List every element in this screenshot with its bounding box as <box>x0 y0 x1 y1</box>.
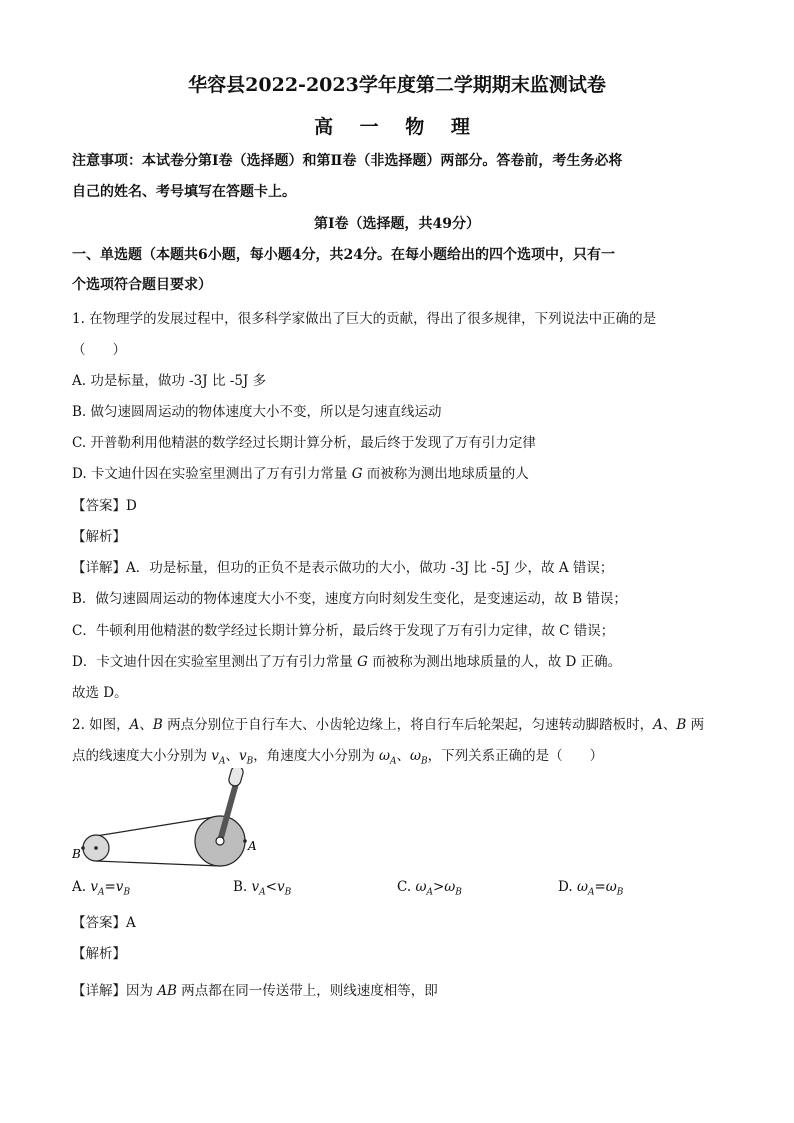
q2-option-c <box>397 879 462 898</box>
q1-detail-d-post: 而被称为测出地球质量的人，故 D 正确。 <box>367 654 622 670</box>
q2-ob-v2: v <box>276 879 285 895</box>
q2-oc-w2: ω <box>444 879 456 895</box>
q2-option-d-label: D. <box>558 879 573 895</box>
bicycle-gear-figure <box>72 768 272 868</box>
q1-detail-b: B．做匀速圆周运动的物体速度大小不变，速度方向时刻发生变化，是变速运动，故 B 错误； <box>72 591 627 607</box>
q2-detail <box>72 979 438 999</box>
q1-option-c: C. 开普勒利用他精湛的数学经过长期计算分析，最后终于发现了万有引力定律 <box>72 435 536 451</box>
q2-oc-sub: A <box>426 887 433 898</box>
q2-stem-2c: ，下列关系正确的是（ ） <box>427 748 604 764</box>
q2-sub-a: A <box>218 756 226 767</box>
large-gear-center <box>216 837 224 845</box>
q2-ob-lt: < <box>265 879 277 895</box>
pedal-handle <box>227 768 244 787</box>
q1-stem-line-2: （ ） <box>72 342 126 358</box>
q2-oc-gt: > <box>432 879 445 895</box>
q2-stem-2b: ，角速度大小分别为 <box>253 748 379 764</box>
q2-oc-w: ω <box>415 879 427 895</box>
q1-conclusion: 故选 D。 <box>72 685 128 701</box>
q1-option-b: B. 做匀速圆周运动的物体速度大小不变，所以是匀速直线运动 <box>72 404 442 420</box>
q2-sym-omega: ω <box>379 748 391 764</box>
q1-detail-c: C．牛顿利用他精湛的数学经过长期计算分析，最后终于发现了万有引力定律，故 C 错误； <box>72 623 615 639</box>
q2-ob-sub: A <box>259 887 266 898</box>
q1-detail-a <box>72 556 613 576</box>
q2-stem-sep2: 、 <box>662 717 677 733</box>
notice-line-2: 自己的姓名、考号填写在答题卡上。 <box>72 184 296 200</box>
q1-detail-d <box>72 650 621 670</box>
q2-stem-line-2 <box>72 744 603 767</box>
q2-stem-1a: 2. 如图， <box>72 717 130 733</box>
q2-oa-v2: v <box>115 879 124 895</box>
q2-stem-sep: 、 <box>139 717 153 733</box>
q2-detail-tag: 【详解】 <box>72 983 126 999</box>
belt-bottom-line <box>96 861 220 866</box>
notice-line-1: 注意事项：本试卷分第Ⅰ卷（选择题）和第Ⅱ卷（非选择题）两部分。答卷前，考生务必将 <box>72 153 623 169</box>
point-b-marker <box>81 846 85 850</box>
q2-comma2: 、 <box>396 748 411 764</box>
q2-detail-post: 两点都在同一传送带上，则线速度相等，即 <box>176 983 438 999</box>
q2-analysis: 【解析】 <box>72 946 126 962</box>
q2-stem-1b: 两点分别位于自行车大、小齿轮边缘上，将自行车后轮架起，匀速转动脚踏板时， <box>162 717 654 733</box>
point-a-marker <box>243 839 247 843</box>
q2-comma: 、 <box>225 748 239 764</box>
q2-stem-1c: 两 <box>686 717 705 733</box>
q2-sub-a2: A <box>390 756 397 767</box>
q1-detail-a-text: A．功是标量，但功的正负不是表示做功的大小，做功 -3J 比 -5J 少，故 A 错误； <box>126 560 614 576</box>
q2-ob-v: v <box>251 879 260 895</box>
small-gear-center <box>94 846 98 850</box>
part1-heading: 第Ⅰ卷（选择题，共49分） <box>313 216 481 232</box>
q2-sym-omega2: ω <box>410 748 422 764</box>
q2-od-w2: ω <box>605 879 617 895</box>
q2-sym-v2: v <box>238 748 247 764</box>
q2-oc-sub2: B <box>455 887 462 898</box>
section-heading-line-1: 一、单选题（本题共6小题，每小题4分，共24分。在每小题给出的四个选项中，只有一 <box>72 247 615 263</box>
q1-stem-line-1: 1. 在物理学的发展过程中，很多科学家做出了巨大的贡献，得出了很多规律，下列说法中正确的是 <box>72 311 657 327</box>
q2-od-sub2: B <box>616 887 624 898</box>
q1-analysis: 【解析】 <box>72 529 126 545</box>
q2-detail-ab: AB <box>157 983 177 999</box>
label-b: B <box>72 847 81 861</box>
q2-detail-pre: 因为 <box>126 983 158 999</box>
q2-sym-v: v <box>211 748 219 764</box>
q2-stem-var-a: A <box>129 717 140 733</box>
q2-sub-b2: B <box>421 756 428 767</box>
q1-option-a: A. 功是标量，做功 -3J 比 -5J 多 <box>72 373 267 389</box>
q2-od-eq: = <box>594 879 606 895</box>
q2-oa-eq: = <box>104 879 116 895</box>
q2-sub-b: B <box>246 756 254 767</box>
q2-answer: 【答案】A <box>72 915 136 931</box>
exam-title: 华容县2022-2023学年度第二学期期末监测试卷 <box>188 74 606 96</box>
q2-ob-sub2: B <box>284 887 292 898</box>
q2-stem-var-b2: B <box>676 717 687 733</box>
q1-detail-d-g: G <box>357 654 368 670</box>
q2-stem-var-a2: A <box>653 717 663 733</box>
q2-option-c-label: C. <box>397 879 412 895</box>
q2-stem-line-1 <box>72 713 704 733</box>
q2-stem-var-b: B <box>152 717 163 733</box>
q1-detail-d-pre: D．卡文迪什因在实验室里测出了万有引力常量 <box>72 654 358 670</box>
q1-answer: 【答案】D <box>72 498 137 514</box>
q2-stem-2a: 点的线速度大小分别为 <box>72 748 212 764</box>
q1-option-d-pre: D. 卡文迪什因在实验室里测出了万有引力常量 <box>72 466 352 482</box>
q2-oa-sub2: B <box>123 887 131 898</box>
q2-option-b <box>233 879 291 898</box>
q2-oa-v: v <box>90 879 98 895</box>
section-heading-line-2: 个选项符合题目要求） <box>72 277 212 293</box>
label-a: A <box>248 839 257 853</box>
q1-option-d-g: G <box>351 466 363 482</box>
q2-option-a-label: A. <box>72 879 87 895</box>
q1-option-d-post: 而被称为测出地球质量的人 <box>362 466 529 482</box>
q1-detail-tag: 【详解】 <box>72 560 126 576</box>
subject-title: 高 一 物 理 <box>314 116 480 138</box>
q2-option-a <box>72 879 130 898</box>
q2-od-w: ω <box>576 879 588 895</box>
q1-option-d <box>72 462 529 482</box>
q2-option-b-label: B. <box>233 879 248 895</box>
q2-option-d <box>558 879 623 898</box>
q2-oa-sub: A <box>97 887 105 898</box>
q2-od-sub: A <box>587 887 595 898</box>
